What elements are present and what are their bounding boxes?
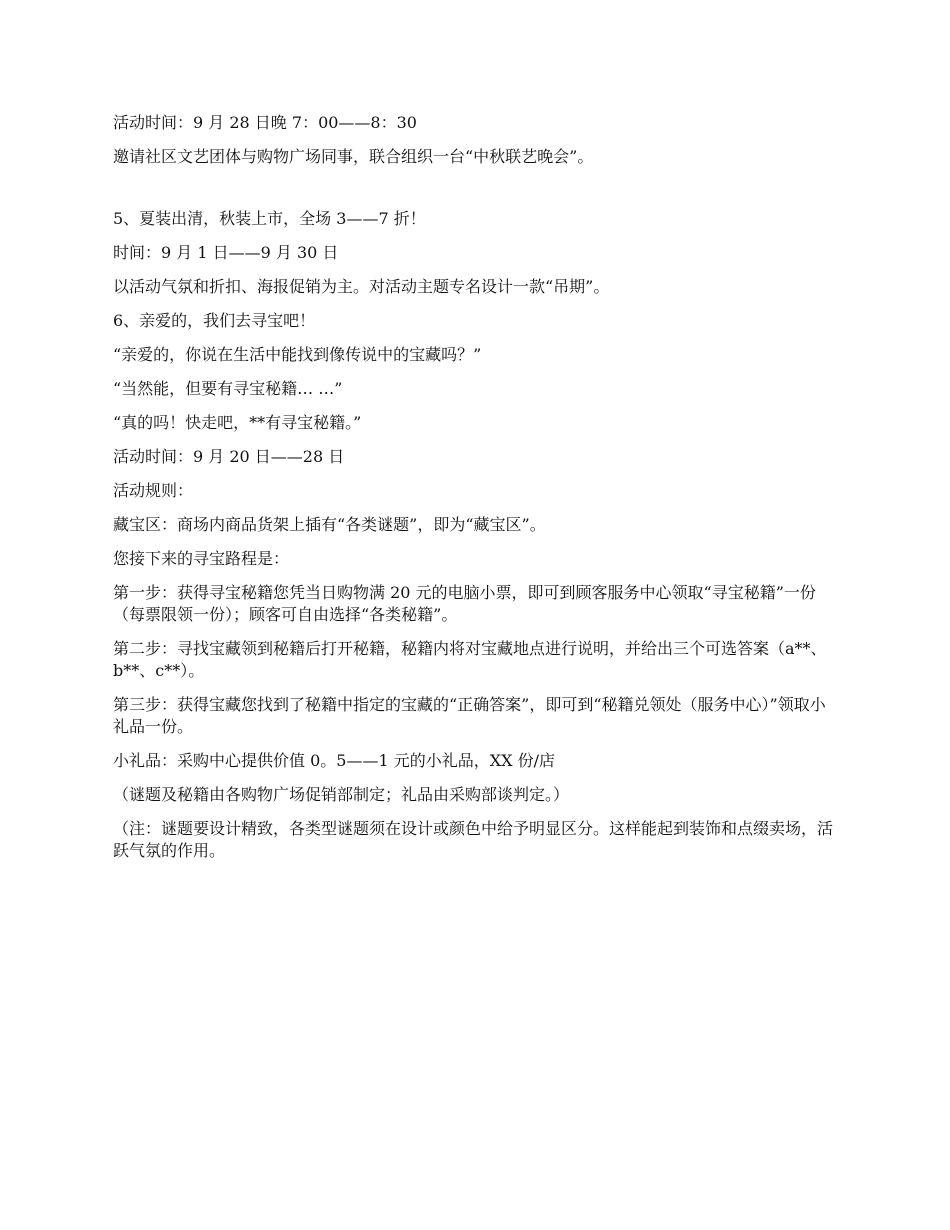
section-5-heading: 5、夏装出清，秋装上市，全场 3——7 折！ [113, 209, 426, 228]
section-5-description: 以活动气氛和折扣、海报促销为主。对活动主题专名设计一款“吊期”。 [113, 277, 610, 296]
document-page [113, 112, 841, 874]
section-6-heading: 6、亲爱的，我们去寻宝吧！ [113, 311, 316, 330]
rules-heading: 活动规则： [113, 481, 194, 500]
dialogue-line-1: “亲爱的，你说在生活中能找到像传说中的宝藏吗？” [113, 345, 482, 364]
gift-line: 小礼品：采购中心提供价值 0。5——1 元的小礼品，XX 份/店 [113, 751, 555, 770]
dialogue-line-3: “真的吗！快走吧，**有寻宝秘籍。” [113, 413, 362, 432]
note-puzzle-responsibility: （谜题及秘籍由各购物广场促销部制定；礼品由采购部谈判定。） [113, 785, 570, 804]
event-time-line: 活动时间：9 月 28 日晚 7：00——8：30 [113, 113, 417, 132]
section-5-time: 时间：9 月 1 日——9 月 30 日 [113, 243, 339, 262]
treasure-zone-line: 藏宝区：商场内商品货架上插有“各类谜题”，即为“藏宝区”。 [113, 515, 546, 534]
step-2-paragraph: 第二步：寻找宝藏领到秘籍后打开秘籍，秘籍内将对宝藏地点进行说明，并给出三个可选答案（a**、 b**、c**）。 [113, 639, 832, 680]
note-design: （注：谜题要设计精致，各类型谜题须在设计或颜色中给予明显区分。这样能起到装饰和点缀卖场，活跃气氛的作用。 [113, 819, 834, 860]
dialogue-line-2: “当然能，但要有寻宝秘籍… …” [113, 379, 343, 398]
evening-party-line: 邀请社区文艺团体与购物广场同事，联合组织一台“中秋联艺晚会”。 [113, 147, 594, 166]
step-3-paragraph: 第三步：获得宝藏您找到了秘籍中指定的宝藏的“正确答案”，即可到“秘籍兑领处（服务中心）”领取小礼品一份。 [113, 695, 826, 736]
section-6-time: 活动时间：9 月 20 日——28 日 [113, 447, 345, 466]
route-intro-line: 您接下来的寻宝路程是： [113, 549, 290, 568]
step-1-paragraph: 第一步：获得寻宝秘籍您凭当日购物满 20 元的电脑小票，即可到顾客服务中心领取“寻宝秘籍”一份（每票限领一份）；顾客可自由选择“各类秘籍”。 [113, 583, 816, 624]
paragraph-gap [113, 180, 841, 208]
